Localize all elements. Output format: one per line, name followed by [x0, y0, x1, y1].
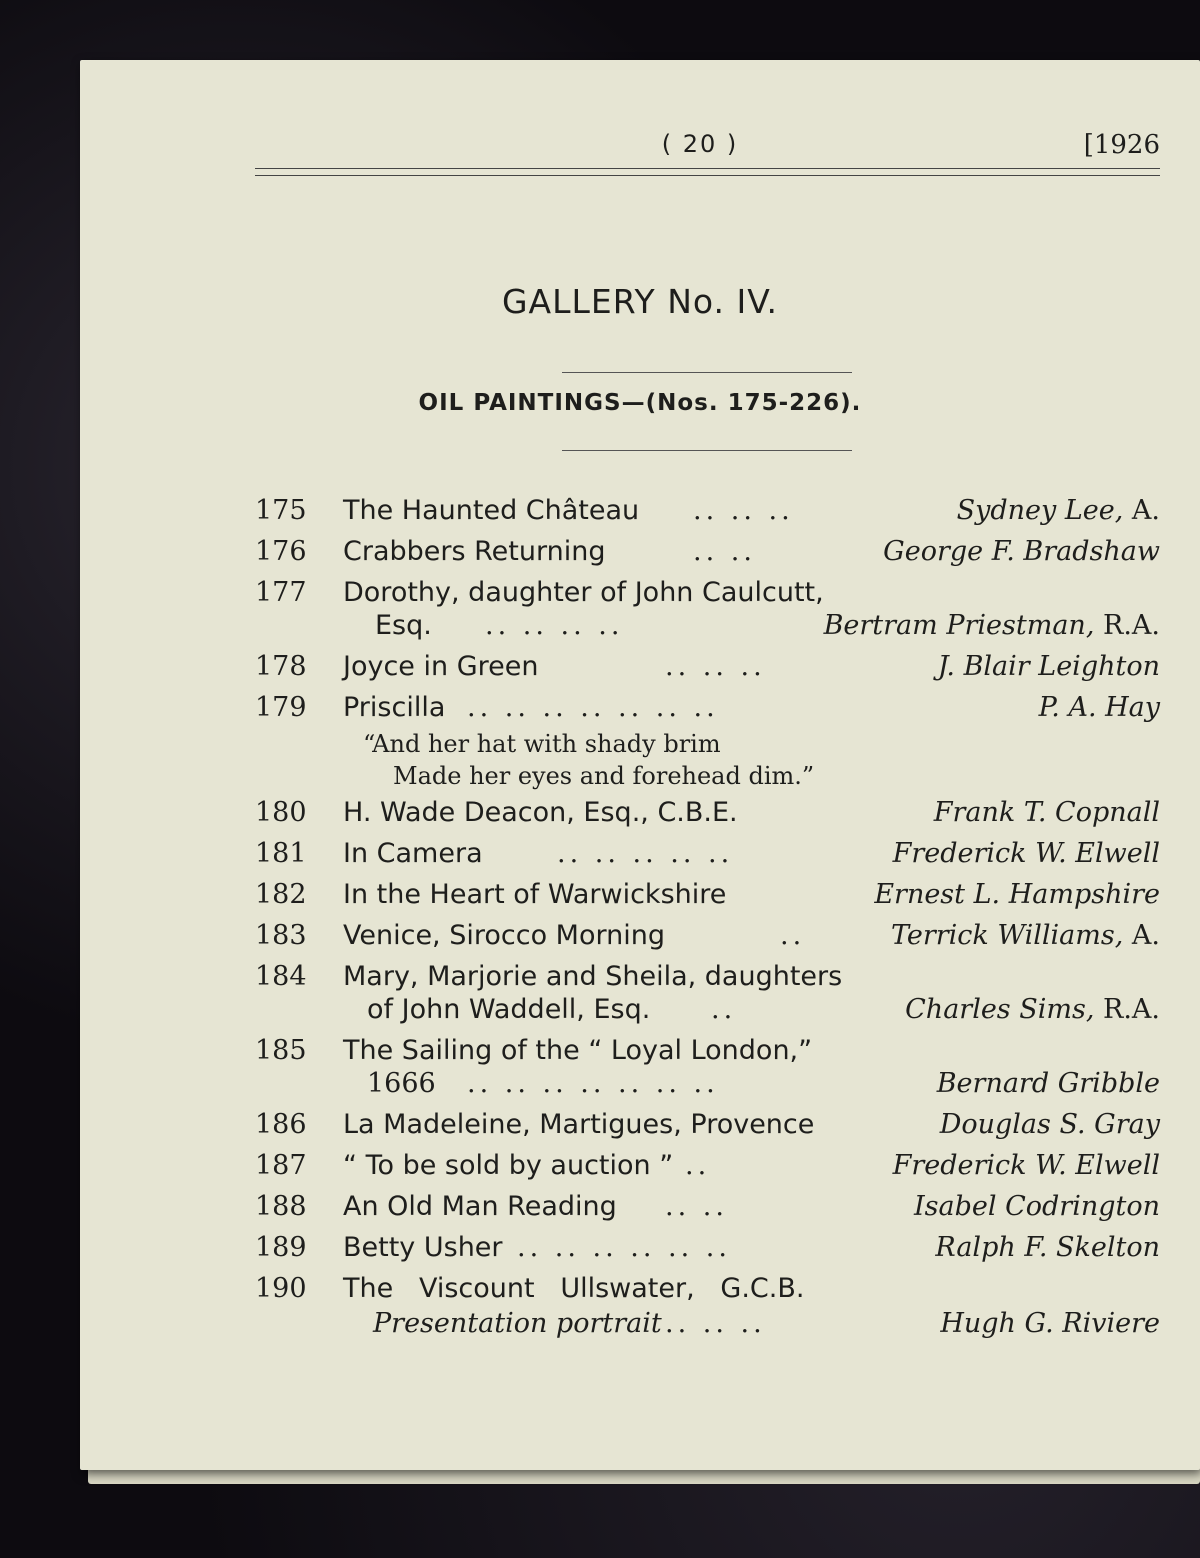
list-item: [255, 833, 1160, 874]
artist-name: Bertram Priestman,: [823, 610, 1095, 641]
artist-name: P. A. Hay: [1038, 692, 1160, 723]
artist-name: Isabel Codrington: [913, 1191, 1160, 1222]
list-item: [255, 531, 1160, 572]
list-item: [255, 956, 1160, 1030]
entry-title: Mary, Marjorie and Sheila, daughters: [343, 961, 843, 992]
entry-title: La Madeleine, Martigues, Provence: [343, 1109, 815, 1140]
dot-leaders: .. ..: [693, 536, 756, 567]
catalogue-page: [80, 60, 1200, 1470]
entry-artist: [824, 605, 1160, 646]
dot-leaders: .. .. .. ..: [485, 610, 624, 641]
entry-artist: [938, 646, 1160, 687]
year-label: [1926: [1083, 130, 1160, 160]
entry-title: Priscilla: [343, 692, 446, 723]
artist-name: Charles Sims,: [905, 994, 1095, 1025]
artist-name: Douglas S. Gray: [939, 1109, 1160, 1140]
epigraph-text: “And her hat with shady brim: [363, 730, 721, 758]
entry-title: The Haunted Château: [343, 495, 640, 526]
artist-suffix: R.A.: [1094, 994, 1160, 1025]
artist-name: Frederick W. Elwell: [892, 1150, 1160, 1181]
entry-title: “ To be sold by auction ”: [343, 1150, 674, 1181]
entry-title: In Camera: [343, 838, 483, 869]
entry-artist: [935, 1227, 1160, 1268]
list-item: [255, 646, 1160, 687]
gallery-title: GALLERY No. IV.: [501, 282, 779, 321]
entry-number: 182: [255, 879, 307, 910]
list-item: [255, 1186, 1160, 1227]
entry-title: The Sailing of the “ Loyal London,”: [343, 1035, 813, 1066]
entry-title: Betty Usher: [343, 1232, 503, 1263]
entry-title: Dorothy, daughter of John Caulcutt,: [343, 577, 824, 608]
entry-number: 179: [255, 692, 307, 723]
entry-title: In the Heart of Warwickshire: [343, 879, 727, 910]
dot-leaders: .. .. ..: [693, 495, 794, 526]
artist-name: Hugh G. Riviere: [940, 1308, 1160, 1339]
entry-number: 189: [255, 1232, 307, 1263]
epigraph-line: [255, 728, 1160, 760]
artist-name: J. Blair Leighton: [937, 651, 1160, 682]
list-item: [255, 792, 1160, 833]
page-number: ( 20 ): [661, 130, 739, 158]
divider-top: [562, 372, 852, 373]
list-item: [255, 874, 1160, 915]
entry-title-continued: Presentation portrait: [373, 1308, 662, 1339]
dot-leaders: .. ..: [665, 1191, 728, 1222]
list-item: [255, 1104, 1160, 1145]
entry-number: 187: [255, 1150, 307, 1181]
entry-title: Venice, Sirocco Morning: [343, 920, 665, 951]
entry-number: 178: [255, 651, 307, 682]
dot-leaders: .. .. ..: [665, 1308, 766, 1339]
dot-leaders: .. .. .. .. .. .. ..: [467, 1068, 719, 1099]
entry-number: 188: [255, 1191, 307, 1222]
header-rule: [255, 168, 1160, 176]
entry-title: An Old Man Reading: [343, 1191, 617, 1222]
list-item: [255, 1227, 1160, 1268]
entry-artist: [940, 1303, 1160, 1344]
entry-title: Crabbers Returning: [343, 536, 606, 567]
entry-number: 181: [255, 838, 307, 869]
dot-leaders: .. .. .. .. .. ..: [517, 1232, 731, 1263]
entry-title-continued: of John Waddell, Esq.: [367, 994, 651, 1025]
entry-title-continued: 1666: [367, 1068, 436, 1099]
artist-name: Ernest L. Hampshire: [874, 879, 1160, 910]
section-title: OIL PAINTINGS—(Nos. 175-226).: [418, 390, 862, 416]
list-item: [255, 1145, 1160, 1186]
entry-number: 175: [255, 495, 307, 526]
artist-name: Bernard Gribble: [936, 1068, 1160, 1099]
entry-number: 186: [255, 1109, 307, 1140]
entry-artist: [940, 1104, 1160, 1145]
entry-artist: [874, 874, 1160, 915]
artist-suffix: A.: [1123, 920, 1160, 951]
entry-title-continued: Esq.: [375, 610, 432, 641]
entry-artist: [883, 531, 1160, 572]
dot-leaders: ..: [780, 920, 806, 951]
entries-list: [255, 490, 1160, 1344]
entry-number: 184: [255, 961, 307, 992]
entry-number: 180: [255, 797, 307, 828]
list-item: [255, 687, 1160, 792]
artist-suffix: A.: [1123, 495, 1160, 526]
artist-name: George F. Bradshaw: [883, 536, 1160, 567]
list-item: [255, 490, 1160, 531]
entry-artist: [891, 915, 1160, 956]
entry-number: 190: [255, 1273, 307, 1304]
entry-artist: [1039, 687, 1160, 728]
entry-artist: [937, 1063, 1160, 1104]
list-item: [255, 1030, 1160, 1104]
entry-artist: [934, 792, 1160, 833]
artist-suffix: R.A.: [1094, 610, 1160, 641]
dot-leaders: .. .. .. .. ..: [557, 838, 734, 869]
epigraph-text: Made her eyes and forehead dim.”: [393, 762, 815, 790]
entry-artist: [957, 490, 1160, 531]
epigraph-line: [255, 760, 1160, 792]
entry-artist: [905, 989, 1160, 1030]
dot-leaders: ..: [711, 994, 737, 1025]
entry-artist: [914, 1186, 1160, 1227]
entry-artist: [893, 833, 1160, 874]
list-item: [255, 1268, 1160, 1344]
entry-title: H. Wade Deacon, Esq., C.B.E.: [343, 797, 738, 828]
entry-title: Joyce in Green: [343, 651, 539, 682]
divider-bottom: [562, 450, 852, 451]
entry-number: 183: [255, 920, 307, 951]
artist-name: Frederick W. Elwell: [892, 838, 1160, 869]
list-item: [255, 572, 1160, 646]
entry-number: 176: [255, 536, 307, 567]
list-item: [255, 915, 1160, 956]
dot-leaders: ..: [685, 1150, 711, 1181]
artist-name: Sydney Lee,: [956, 495, 1124, 526]
artist-name: Frank T. Copnall: [933, 797, 1160, 828]
entry-artist: [893, 1145, 1160, 1186]
dot-leaders: .. .. .. .. .. .. ..: [467, 692, 719, 723]
entry-title: The Viscount Ullswater, G.C.B.: [343, 1273, 805, 1304]
running-head: [80, 130, 1200, 170]
entry-number: 177: [255, 577, 307, 608]
artist-name: Terrick Williams,: [890, 920, 1124, 951]
dot-leaders: .. .. ..: [665, 651, 766, 682]
artist-name: Ralph F. Skelton: [935, 1232, 1160, 1263]
entry-number: 185: [255, 1035, 307, 1066]
